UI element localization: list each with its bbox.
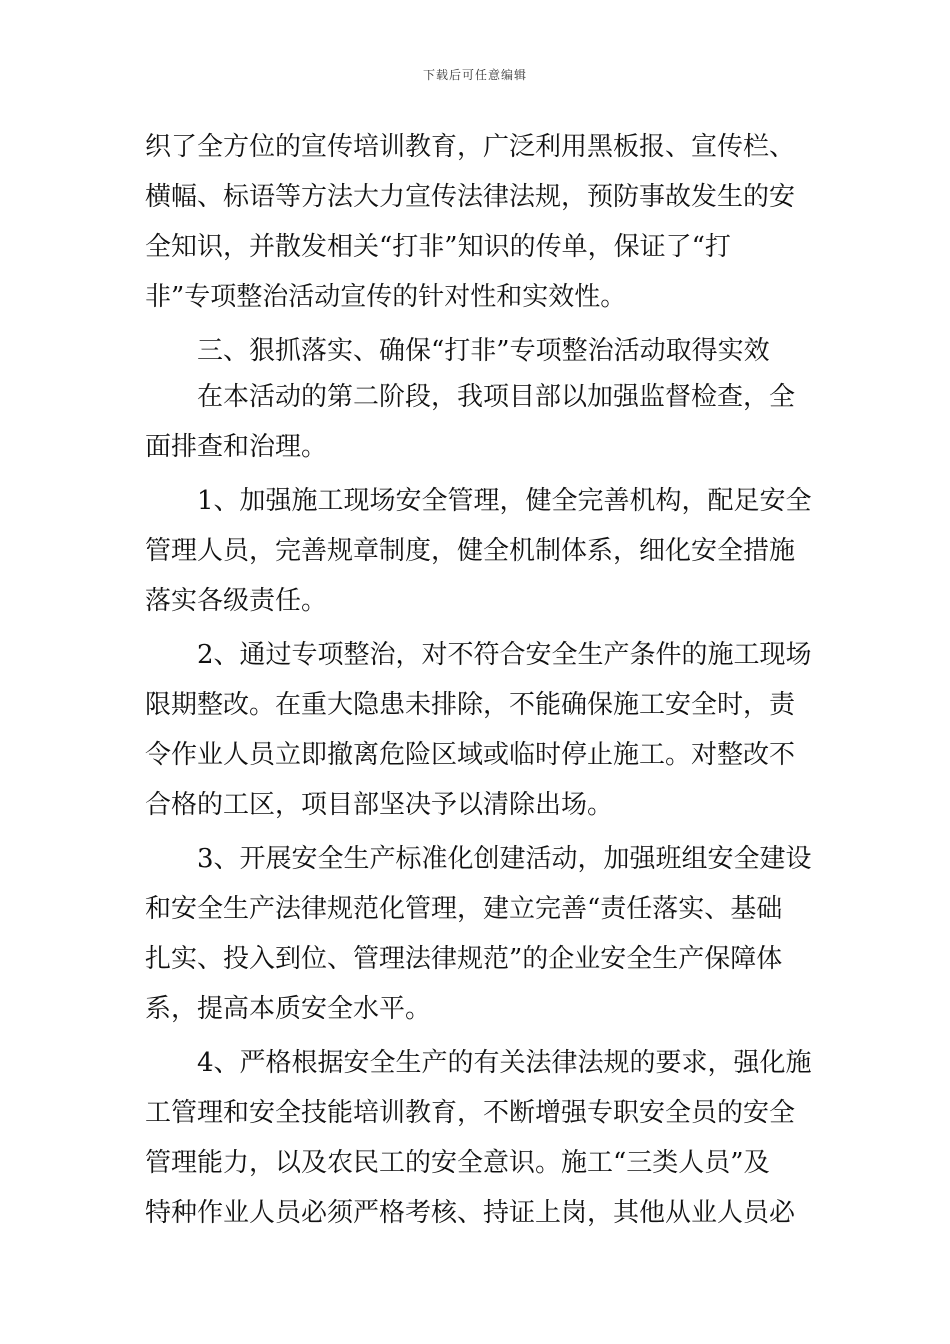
text-line: 和安全生产法律规范化管理，建立完善“责任落实、基础	[145, 894, 783, 924]
text-line: 面排查和治理。	[145, 432, 328, 462]
text-line: 管理人员，完善规章制度，健全机制体系，细化安全措施	[145, 536, 796, 566]
list-item-2: 2、通过专项整治，对不符合安全生产条件的施工现场	[197, 640, 812, 670]
text-line: 织了全方位的宣传培训教育，广泛利用黑板报、宣传栏、	[145, 132, 796, 162]
page-header: 下载后可任意编辑	[422, 68, 527, 82]
list-item-1: 1、加强施工现场安全管理，健全完善机构，配足安全	[197, 486, 812, 516]
text-line: 工管理和安全技能培训教育，不断增强专职安全员的安全	[145, 1098, 796, 1128]
paragraph-line: 在本活动的第二阶段，我项目部以加强监督检查，全	[197, 382, 796, 412]
text-line: 扎实、投入到位、管理法律规范”的企业安全生产保障体	[145, 944, 783, 974]
text-line: 横幅、标语等方法大力宣传法律法规，预防事故发生的安	[145, 182, 796, 212]
list-item-4: 4、严格根据安全生产的有关法律法规的要求，强化施	[197, 1048, 812, 1078]
text-line: 特种作业人员必须严格考核、持证上岗，其他从业人员必	[145, 1198, 796, 1228]
text-line: 限期整改。在重大隐患未排除，不能确保施工安全时，责	[145, 690, 796, 720]
text-line: 非”专项整治活动宣传的针对性和实效性。	[145, 282, 627, 312]
text-line: 令作业人员立即撤离危险区域或临时停止施工。对整改不	[145, 740, 796, 770]
text-line: 落实各级责任。	[145, 586, 328, 616]
text-line: 全知识，并散发相关“打非”知识的传单，保证了“打	[145, 232, 731, 262]
text-line: 系，提高本质安全水平。	[145, 994, 432, 1024]
section-heading: 三、狠抓落实、确保“打非”专项整治活动取得实效	[197, 336, 770, 366]
document-body	[145, 128, 812, 1232]
list-item-3: 3、开展安全生产标准化创建活动，加强班组安全建设	[197, 844, 812, 874]
text-line: 管理能力，以及农民工的安全意识。施工“三类人员”及	[145, 1148, 770, 1178]
text-line: 合格的工区，项目部坚决予以清除出场。	[145, 790, 614, 820]
